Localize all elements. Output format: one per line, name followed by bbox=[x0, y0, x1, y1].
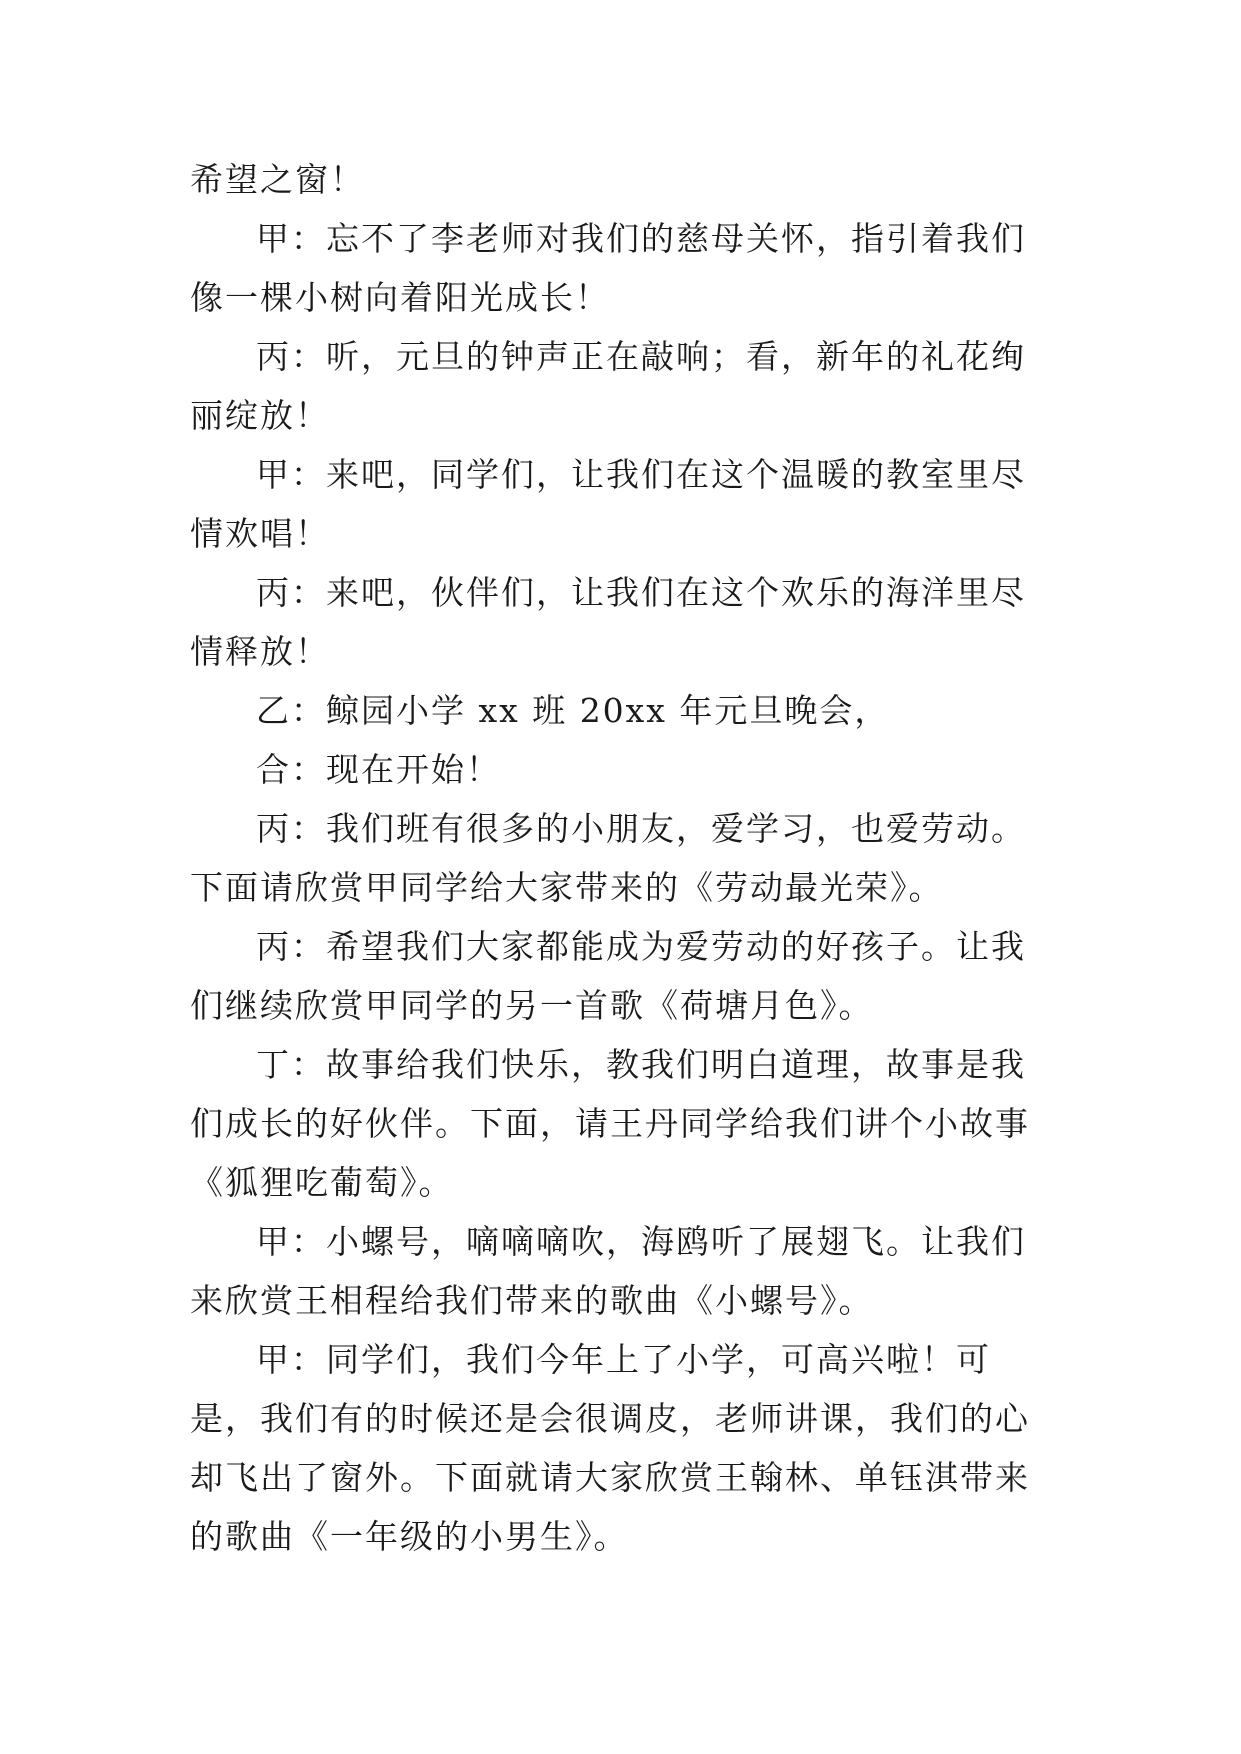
paragraph-bing-release: 丙：来吧，伙伴们，让我们在这个欢乐的海洋里尽情释放！ bbox=[190, 573, 1026, 671]
paragraph-continuation: 希望之窗！ bbox=[190, 160, 365, 199]
paragraph-bing-bell: 丙：听，元旦的钟声正在敲响；看，新年的礼花绚丽绽放！ bbox=[190, 337, 1026, 435]
paragraph-ding-story: 丁：故事给我们快乐，教我们明白道理，故事是我们成长的好伙伴。下面，请王丹同学给我们讲个小故事《狐狸吃葡萄》。 bbox=[190, 1045, 1030, 1202]
paragraph-jia-teacher: 甲：忘不了李老师对我们的慈母关怀，指引着我们像一棵小树向着阳光成长！ bbox=[190, 219, 1026, 317]
paragraph-yi-party: 乙：鲸园小学 xx 班 20xx 年元旦晚会， bbox=[256, 691, 890, 730]
paragraph-jia-sing: 甲：来吧，同学们，让我们在这个温暖的教室里尽情欢唱！ bbox=[190, 455, 1026, 553]
paragraph-jia-conch: 甲：小螺号，嘀嘀嘀吹，海鸥听了展翅飞。让我们来欣赏王相程给我们带来的歌曲《小螺号》。 bbox=[190, 1222, 1026, 1320]
paragraph-jia-firstgrade: 甲：同学们，我们今年上了小学，可高兴啦！可是，我们有的时候还是会很调皮，老师讲课，我们的心却飞出了窗外。下面就请大家欣赏王翰林、单钰淇带来的歌曲《一年级的小男生》。 bbox=[190, 1340, 1030, 1556]
paragraph-bing-labor: 丙：我们班有很多的小朋友，爱学习，也爱劳动。下面请欣赏甲同学给大家带来的《劳动最光荣》。 bbox=[190, 809, 1026, 907]
document-body bbox=[190, 150, 1050, 1566]
paragraph-he-start: 合：现在开始！ bbox=[256, 750, 501, 789]
paragraph-bing-lotus: 丙：希望我们大家都能成为爱劳动的好孩子。让我们继续欣赏甲同学的另一首歌《荷塘月色》。 bbox=[190, 927, 1026, 1025]
